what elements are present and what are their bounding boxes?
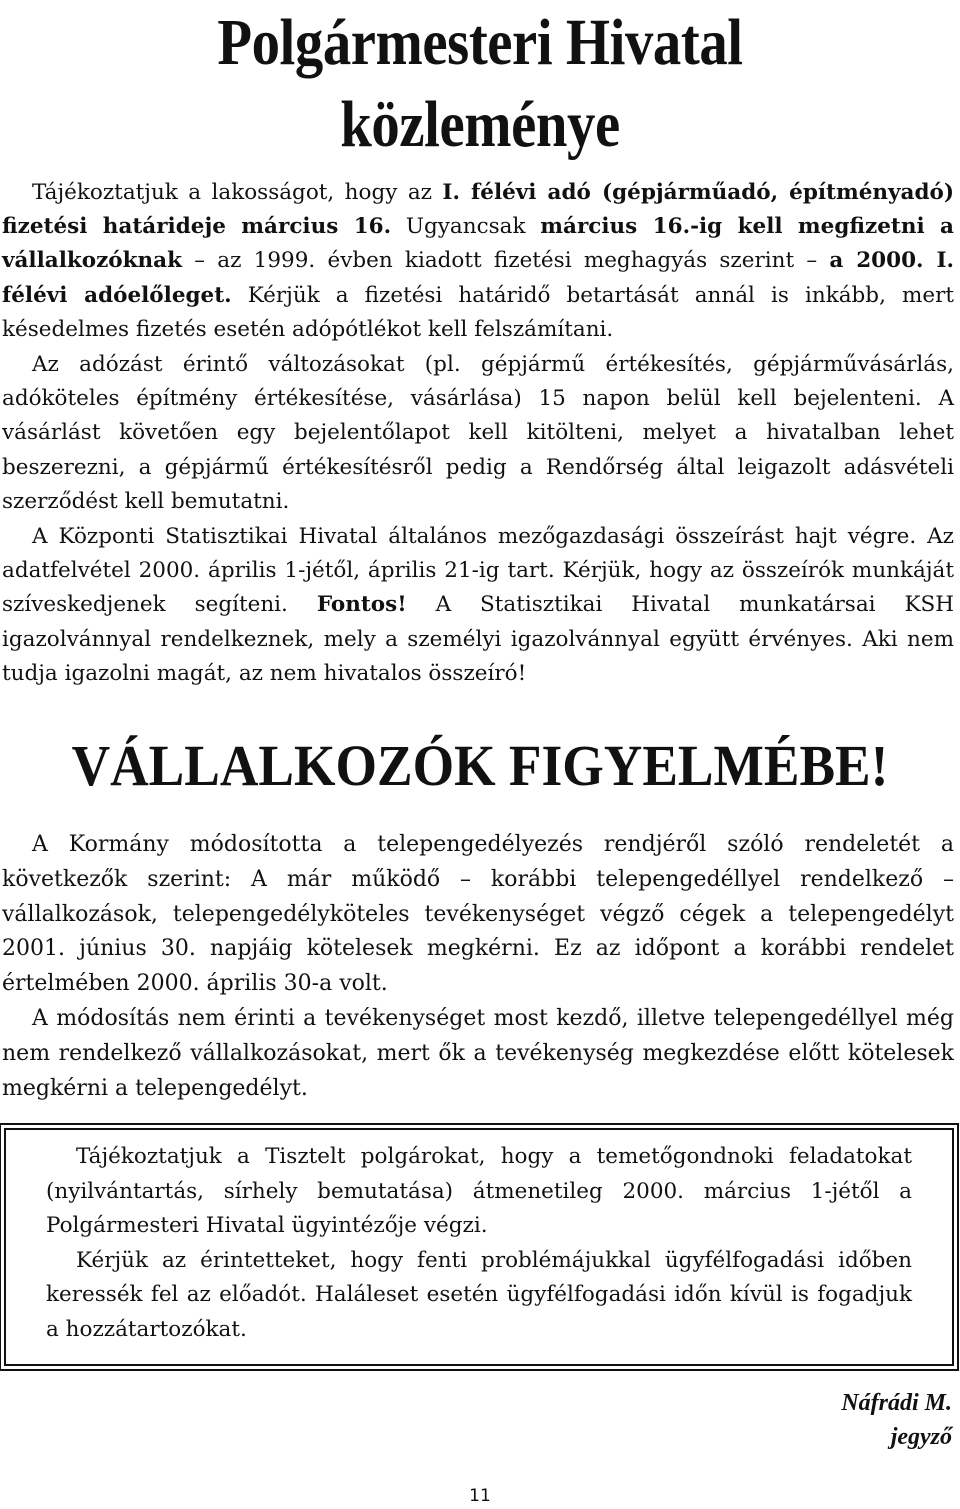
signature-role: jegyző xyxy=(890,1424,952,1450)
text-run: Kérjük a fizetési határidő betartását annál is inkább, mert késedelmes fizetés esetén adópótlékot kell felszámítani. xyxy=(2,282,954,342)
bold-run: I. félévi adó (gépjárműadó, építményadó) fizetési határideje március 16. xyxy=(2,180,955,240)
page-number: 11 xyxy=(469,1486,491,1506)
bold-run: a 2000. I. félévi adóelőleget. xyxy=(2,248,954,308)
title-line-2: közleménye xyxy=(340,88,620,161)
tax-changes-paragraph: Az adózást érintő változásokat (pl. gépjármű értékesítés, gépjárművásárlás, adóköteles építmény értékesítése, vásárlása) 15 napon belül kell bejelenteni. A vásárlást követően egy bejelentőlapot kell kitölteni, melyet a hivatalban lehet beszerezni, a gépjármű értékesítésről pedig a Rendőrség által leigazolt adásvételi szerződést kell bemutatni. xyxy=(2,352,954,514)
signature-block xyxy=(841,1386,952,1454)
text-run: Ugyancsak xyxy=(391,214,541,240)
cemetery-paragraph-1: Tájékoztatjuk a Tisztelt polgárokat, hogy a temetőgondnoki feladatokat (nyilvántartás, sírhely bemutatása) átmenetileg 2000. március 1-jétől a Polgármesteri Hivatal ügyintézője végzi. xyxy=(46,1144,912,1238)
permit-rule-paragraph: A Kormány módosította a telepengedélyezés rendjéről szóló rendeletét a következők szerint: A már működő – korábbi telepengedéllyel rendelkező – vállalkozások, telepengedélyköteles tevékenységet végző cégek a telepengedélyt 2001. június 30. napjáig kötelesek megkérni. Ez az időpont a korábbi rendelet értelmében 2000. április 30-a volt. xyxy=(2,832,954,997)
tax-notice-section xyxy=(2,176,954,691)
text-run: – az 1999. évben kiadott fizetési meghagyás szerint – xyxy=(182,248,830,274)
title-line-1: Polgármesteri Hivatal xyxy=(217,6,743,79)
cemetery-paragraph-2: Kérjük az érintetteket, hogy fenti problémájukkal ügyfélfogadási időben keressék fel az előadót. Haláleset esetén ügyfélfogadási időn kívül is fogadjuk a hozzátartozókat. xyxy=(46,1247,912,1342)
tax-deadline-paragraph xyxy=(2,176,954,347)
signature-name: Náfrádi M. xyxy=(841,1390,952,1416)
document-title xyxy=(0,0,960,166)
entrepreneurs-section xyxy=(2,828,954,1106)
census-paragraph xyxy=(2,520,954,691)
bold-run: Fontos! xyxy=(316,592,407,618)
entrepreneurs-heading: VÁLLALKOZÓK FIGYELMÉBE! xyxy=(71,733,889,798)
text-run: A Központi Statisztikai Hivatal általános mezőgazdasági összeírást hajt végre. Az adatfelvétel 2000. április 1-jétől, április 21-ig tart. Kérjük, hogy az összeírók munkáját szíveskedjenek segíteni. xyxy=(2,524,954,618)
text-run: A Statisztikai Hivatal munkatársai KSH igazolvánnyal rendelkeznek, mely a személyi igazolvánnyal együtt érvényes. Aki nem tudja igazolni magát, az nem hivatalos összeíró! xyxy=(2,592,954,686)
permit-exception-paragraph: A módosítás nem érinti a tevékenységet most kezdő, illetve telepengedéllyel még nem rendelkező vállalkozásokat, mert ők a tevékenység megkezdése előtt kötelesek megkérni a telepengedélyt. xyxy=(2,1005,954,1101)
bold-run: március 16.-ig kell megfizetni a vállalkozóknak xyxy=(2,214,954,274)
text-run: Tájékoztatjuk a lakosságot, hogy az xyxy=(32,180,443,205)
cemetery-notice-box xyxy=(4,1128,954,1366)
